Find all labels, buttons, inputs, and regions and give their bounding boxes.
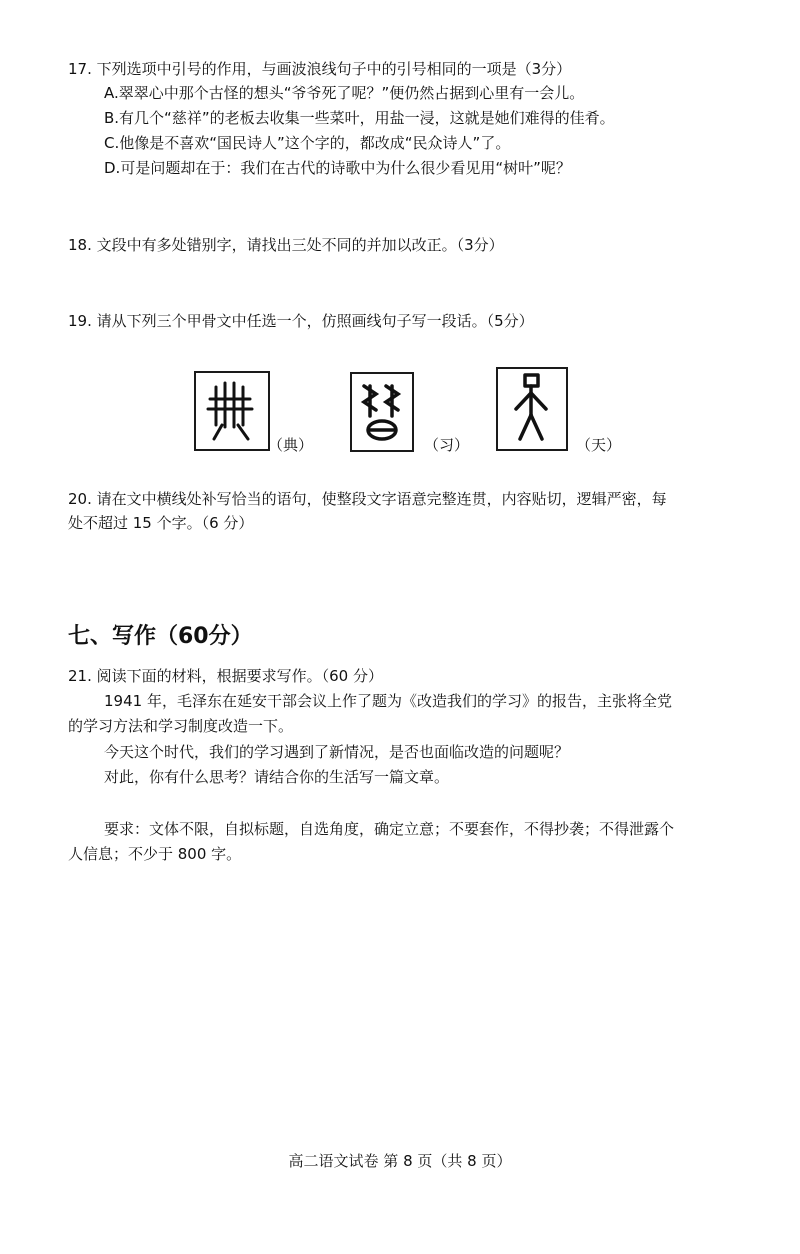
section-title-writing: 七、写作（60分） <box>68 624 253 649</box>
glyph-caption-dian: （典） <box>268 436 314 454</box>
q21-requirements-line1: 要求：文体不限，自拟标题，自选角度，确定立意；不要套作，不得抄袭；不得泄露个 <box>104 820 675 838</box>
q17-option-d: D.可是问题却在于：我们在古代的诗歌中为什么很少看见用“树叶”呢？ <box>104 159 571 177</box>
oracle-bone-xi-glyph <box>352 374 412 450</box>
q17-option-a: A.翠翠心中那个古怪的想头“爷爷死了呢？”便仍然占据到心里有一会儿。 <box>104 84 585 102</box>
q21-material-p2: 今天这个时代，我们的学习遇到了新情况，是否也面临改造的问题呢？ <box>104 743 570 761</box>
oracle-bone-xi-glyph-box <box>350 372 414 452</box>
oracle-bone-tian-glyph <box>498 369 566 449</box>
q21-material-p1-line2: 的学习方法和学习制度改造一下。 <box>68 717 294 735</box>
q17-stem: 17. 下列选项中引号的作用，与画波浪线句子中的引号相同的一项是（3分） <box>68 60 572 78</box>
oracle-bone-tian-glyph-box <box>496 367 568 451</box>
q18-stem: 18. 文段中有多处错别字，请找出三处不同的并加以改正。（3分） <box>68 236 504 254</box>
q21-material-p1-line1: 1941 年，毛泽东在延安干部会议上作了题为《改造我们的学习》的报告，主张将全党 <box>104 692 672 710</box>
q20-stem-line2: 处不超过 15 个字。（6 分） <box>68 514 254 532</box>
q21-material-p3: 对此，你有什么思考？请结合你的生活写一篇文章。 <box>104 768 450 786</box>
q21-stem: 21. 阅读下面的材料，根据要求写作。（60 分） <box>68 667 383 685</box>
oracle-bone-dian-glyph-box <box>194 371 270 451</box>
q21-requirements-line2: 人信息；不少于 800 字。 <box>68 845 242 863</box>
q17-option-c: C.他像是不喜欢“国民诗人”这个字的，都改成“民众诗人”了。 <box>104 134 511 152</box>
glyph-caption-tian: （天） <box>576 436 622 454</box>
q19-stem: 19. 请从下列三个甲骨文中任选一个，仿照画线句子写一段话。（5分） <box>68 312 534 330</box>
page-footer: 高二语文试卷 第 8 页（共 8 页） <box>288 1152 512 1170</box>
q17-option-b: B.有几个“慈祥”的老板去收集一些菜叶，用盐一浸，这就是她们难得的佳肴。 <box>104 109 615 127</box>
oracle-bone-dian-glyph <box>196 373 268 449</box>
q20-stem-line1: 20. 请在文中横线处补写恰当的语句，使整段文字语意完整连贯，内容贴切，逻辑严密，每 <box>68 490 667 508</box>
glyph-caption-xi: （习） <box>424 436 470 454</box>
